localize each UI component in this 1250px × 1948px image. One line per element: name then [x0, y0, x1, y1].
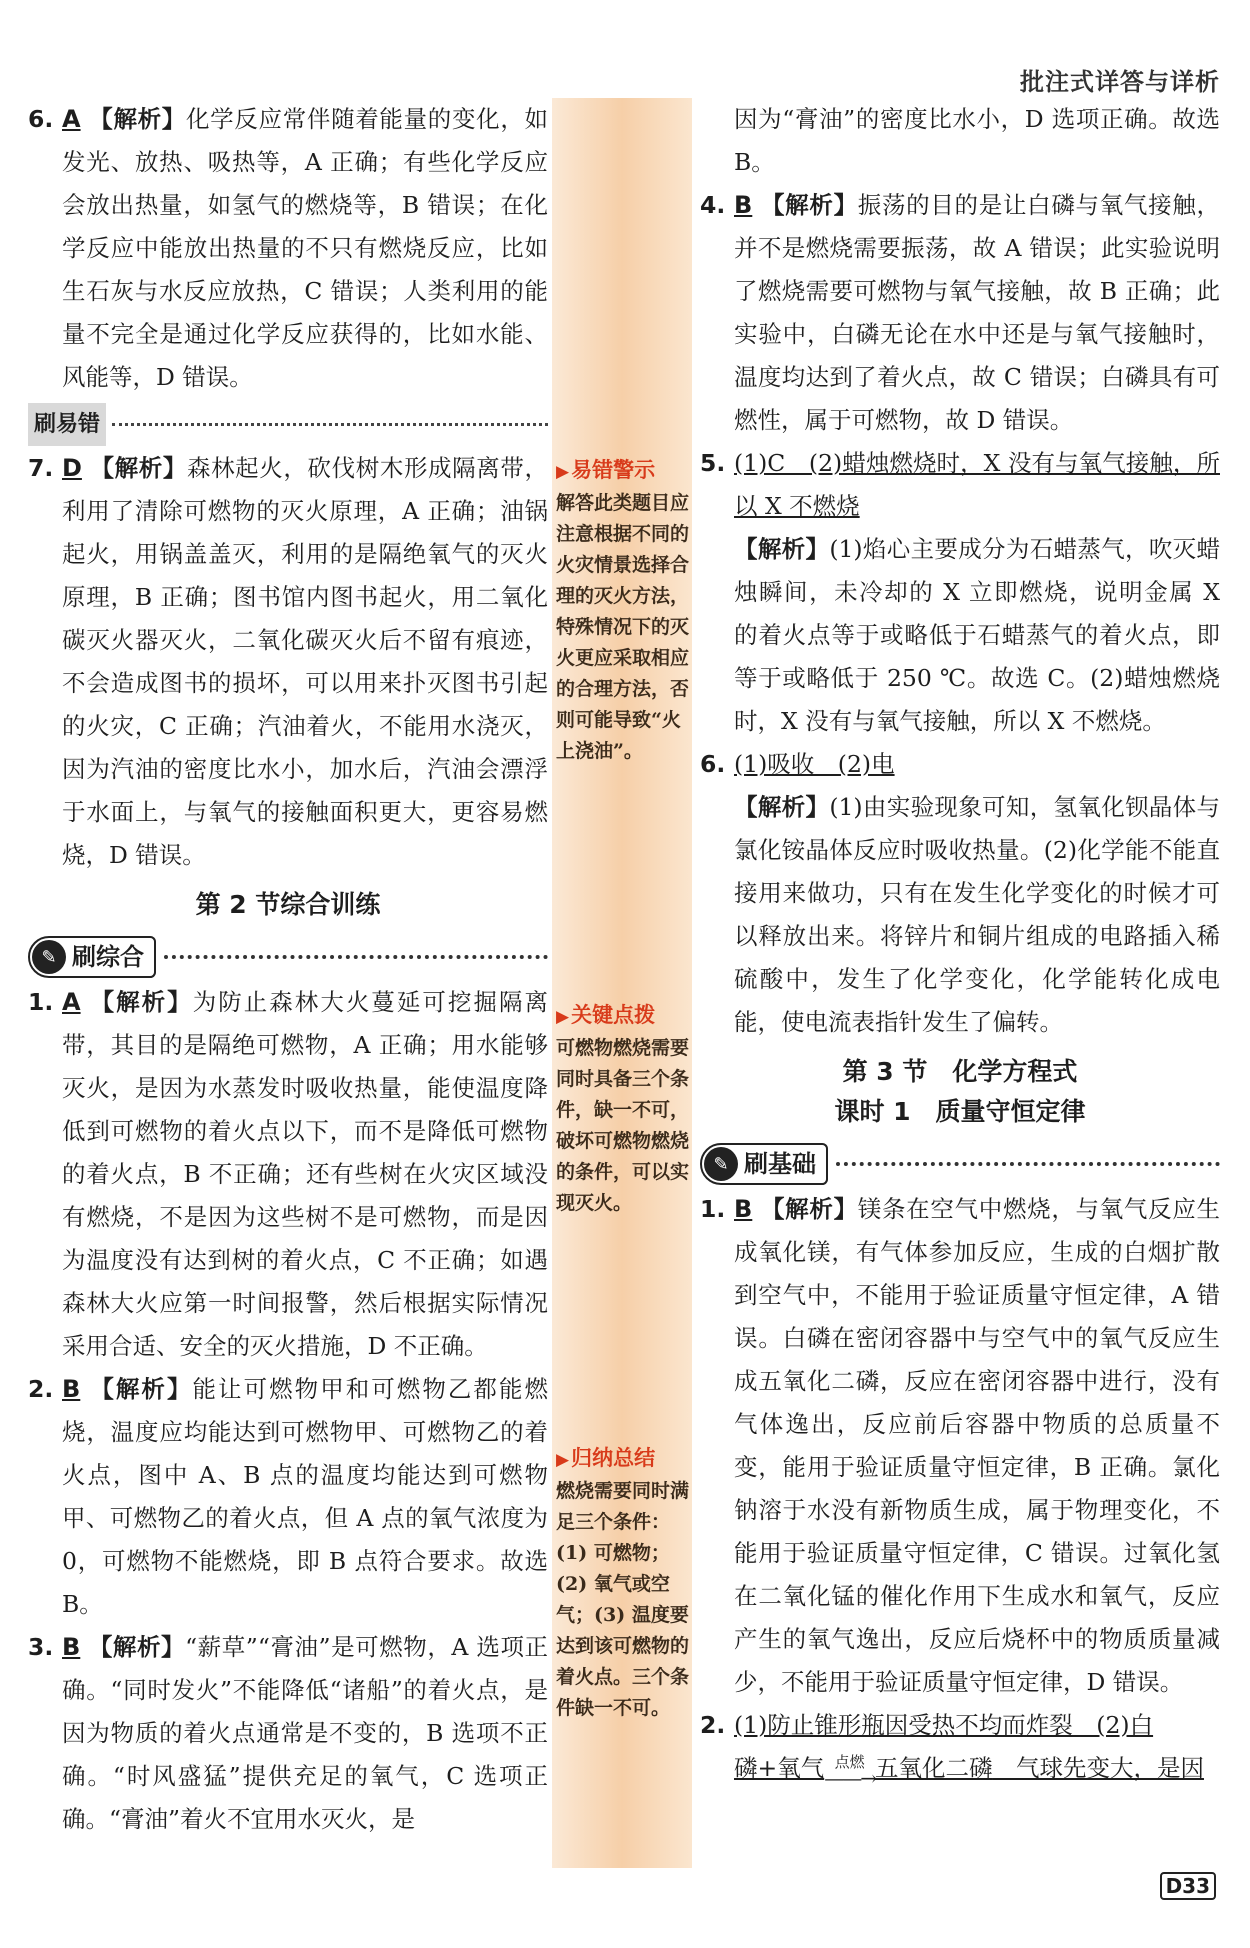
- answer-letter: A: [62, 988, 81, 1016]
- question-number: 4.: [700, 191, 726, 219]
- question-number: 7.: [28, 454, 54, 482]
- question-number: 1.: [28, 988, 54, 1016]
- answer-letter: D: [62, 454, 82, 482]
- note-title: 归纳总结: [571, 1446, 656, 1470]
- analysis-tag: 【解析】: [760, 191, 858, 219]
- arrow-icon: ▶: [556, 1450, 570, 1470]
- analysis-text: (1)焰心主要成分为石蜡蒸气，吹灭蜡烛瞬间，未冷却的 X 立即燃烧，说明金属 X 的着火点等于或略低于石蜡蒸气的着火点，即等于或略低于 250 ℃。故选 C。(2)蜡烛燃烧时，X 没有与氧气接触，所以 X 不燃烧。: [734, 535, 1220, 735]
- analysis-tag: 【解析】: [760, 1195, 858, 1223]
- equation-right: 五氧化二磷: [874, 1754, 993, 1782]
- note-summary: [556, 1443, 691, 1724]
- page-number: D33: [1160, 1872, 1216, 1900]
- lesson-title: 课时 1 质量守恒定律: [834, 1097, 1086, 1126]
- section-label: 刷综合: [72, 942, 144, 971]
- brush-icon: ✎: [32, 940, 66, 974]
- analysis-text: 振荡的目的是让白磷与氧气接触，并不是燃烧需要振荡，故 A 错误；此实验说明了燃烧需要可燃物与氧气接触，故 B 正确；此实验中，白磷无论在水中还是与氧气接触时，温度均达到了着火点，故 C 错误；白磷具有可燃性，属于可燃物，故 D 错误。: [734, 191, 1221, 434]
- arrow-icon: ▶: [556, 462, 570, 482]
- analysis-tag: 【解析】: [734, 535, 830, 563]
- right-column: [700, 98, 1220, 1790]
- question-2r: [700, 1704, 1220, 1790]
- answer-text: (1)吸收 (2)电: [734, 750, 895, 778]
- left-column: [28, 98, 548, 1841]
- question-2: [28, 1368, 548, 1626]
- analysis-tag: 【解析】: [88, 988, 193, 1016]
- brush-icon: ✎: [704, 1147, 738, 1181]
- note-key-point: [556, 1000, 691, 1219]
- question-4: [700, 184, 1220, 442]
- page-header: 批注式详答与详析: [1020, 68, 1220, 96]
- section-comprehensive: [28, 933, 548, 981]
- analysis-tag: 【解析】: [89, 454, 187, 482]
- question-number: 5.: [700, 449, 726, 477]
- question-5: [700, 442, 1220, 743]
- question-number: 6.: [700, 750, 726, 778]
- question-number: 1.: [700, 1195, 726, 1223]
- note-title: 易错警示: [571, 458, 656, 482]
- note-text: 燃烧需要同时满足三个条件：(1) 可燃物；(2) 氧气或空气；(3) 温度要达到该可燃物的着火点。三个条件缺一不可。: [556, 1480, 690, 1719]
- analysis-text: 化学反应常伴随着能量的变化，如发光、放热、吸热等，A 正确；有些化学反应会放出热量，如氢气的燃烧等，B 错误；在化学反应中能放出热量的不只有燃烧反应，比如生石灰与水反应放热，C 错误；人类利用的能量不完全是通过化学反应获得的，比如水能、风能等，D 错误。: [62, 105, 549, 391]
- analysis-text: 森林起火，砍伐树木形成隔离带，利用了清除可燃物的灭火原理，A 正确；油锅起火，用锅盖盖灭，利用的是隔绝氧气的灭火原理，B 正确；图书馆内图书起火，用二氧化碳灭火器灭火，二氧化碳灭火后不留有痕迹，不会造成图书的损坏，可以用来扑灭图书引起的火灾，C 正确；汽油着火，不能用水浇灭，因为汽油的密度比水小，加水后，汽油会漂浮于水面上，与氧气的接触面积更大，更容易燃烧，D 错误。: [62, 454, 548, 869]
- answer-text: (1)防止锥形瓶因受热不均而炸裂 (2)白: [734, 1711, 1154, 1739]
- analysis-text: 为防止森林大火蔓延可挖掘隔离带，其目的是隔绝可燃物，A 正确；用水能够灭火，是因为水蒸发时吸收热量，能使温度降低到可燃物的着火点以下，而不是降低可燃物的着火点，B 不正确；还有些树在火灾区域没有燃烧，不是因为这些树不是可燃物，而是因为温度没有达到树的着火点，C 不正确；如遇森林大火应第一时间报警，然后根据实际情况采用合适、安全的灭火措施，D 不正确。: [62, 988, 549, 1360]
- analysis-text: “薪草”“膏油”是可燃物，A 选项正确。“同时发火”不能降低“诸船”的着火点，是因为物质的着火点通常是不变的，B 选项不正确。“时风盛猛”提供充足的氧气，C 选项正确。“膏油”着火不宜用水灭火，是: [62, 1633, 549, 1833]
- answer-letter: B: [62, 1375, 81, 1403]
- note-easy-wrong: [556, 455, 691, 767]
- question-3-continued: 因为“膏油”的密度比水小，D 选项正确。故选 B。: [734, 105, 1220, 176]
- note-text: 解答此类题目应注意根据不同的火灾情景选择合理的灭火方法，特殊情况下的灭火更应采取相应的合理方法，否则可能导致“火上浇油”。: [556, 492, 690, 762]
- question-number: 3.: [28, 1633, 54, 1661]
- question-1r: [700, 1188, 1220, 1704]
- answer-letter: B: [734, 191, 753, 219]
- note-title: 关键点拨: [571, 1003, 656, 1027]
- section-label: 刷易错: [28, 403, 106, 446]
- question-number: 2.: [28, 1375, 54, 1403]
- question-3: [28, 1626, 548, 1841]
- section-3-title: 第 3 节 化学方程式: [842, 1057, 1078, 1086]
- section-label: 刷基础: [744, 1149, 816, 1178]
- answer-tail: 气球先变大，是因: [992, 1754, 1204, 1782]
- answer-letter: B: [62, 1633, 81, 1661]
- question-6r: [700, 743, 1220, 1044]
- section-title: 第 2 节综合训练: [195, 890, 381, 919]
- equation-left: 磷+氧气: [734, 1754, 825, 1782]
- reaction-condition: 点燃: [834, 1752, 865, 1771]
- question-6: [28, 98, 548, 399]
- analysis-tag: 【解析】: [88, 105, 186, 133]
- note-text: 可燃物燃烧需要同时具备三个条件，缺一不可，破坏可燃物燃烧的条件，可以实现灭火。: [556, 1037, 690, 1214]
- analysis-tag: 【解析】: [88, 1375, 193, 1403]
- section-basic: [700, 1140, 1220, 1188]
- section-easy-wrong: [28, 403, 548, 445]
- answer-letter: B: [734, 1195, 753, 1223]
- reaction-arrow: 点燃 ——→: [824, 1752, 875, 1790]
- analysis-text: 能让可燃物甲和可燃物乙都能燃烧，温度应均能达到可燃物甲、可燃物乙的着火点，图中 A、B 点的温度均能达到可燃物甲、可燃物乙的着火点，但 A 点的氧气浓度为 0，可燃物不能燃烧，即 B 点符合要求。故选 B。: [62, 1375, 549, 1618]
- question-number: 6.: [28, 105, 54, 133]
- answer-text: (1)C (2)蜡烛燃烧时，X 没有与氧气接触，所以 X 不燃烧: [734, 449, 1220, 520]
- arrow-icon: ▶: [556, 1007, 570, 1027]
- analysis-tag: 【解析】: [734, 793, 830, 821]
- question-1: [28, 981, 548, 1368]
- analysis-tag: 【解析】: [88, 1633, 186, 1661]
- analysis-text: 镁条在空气中燃烧，与氧气反应生成氧化镁，有气体参加反应，生成的白烟扩散到空气中，不能用于验证质量守恒定律，A 错误。白磷在密闭容器中与空气中的氧气反应生成五氧化二磷，反应在密闭容器中进行，没有气体逸出，反应前后容器中物质的总质量不变，能用于验证质量守恒定律，B 正确。氯化钠溶于水没有新物质生成，属于物理变化，不能用于验证质量守恒定律，C 错误。过氧化氢在二氧化锰的催化作用下生成水和氧气，反应产生的氧气逸出，反应后烧杯中的物质质量减少，不能用于验证质量守恒定律，D 错误。: [734, 1195, 1221, 1696]
- analysis-text: (1)由实验现象可知，氢氧化钡晶体与氯化铵晶体反应时吸收热量。(2)化学能不能直接用来做功，只有在发生化学变化的时候才可以释放出来。将锌片和铜片组成的电路插入稀硫酸中，发生了化学变化，化学能转化成电能，使电流表指针发生了偏转。: [734, 793, 1220, 1036]
- question-number: 2.: [700, 1711, 726, 1739]
- question-7: [28, 447, 548, 877]
- answer-letter: A: [62, 105, 81, 133]
